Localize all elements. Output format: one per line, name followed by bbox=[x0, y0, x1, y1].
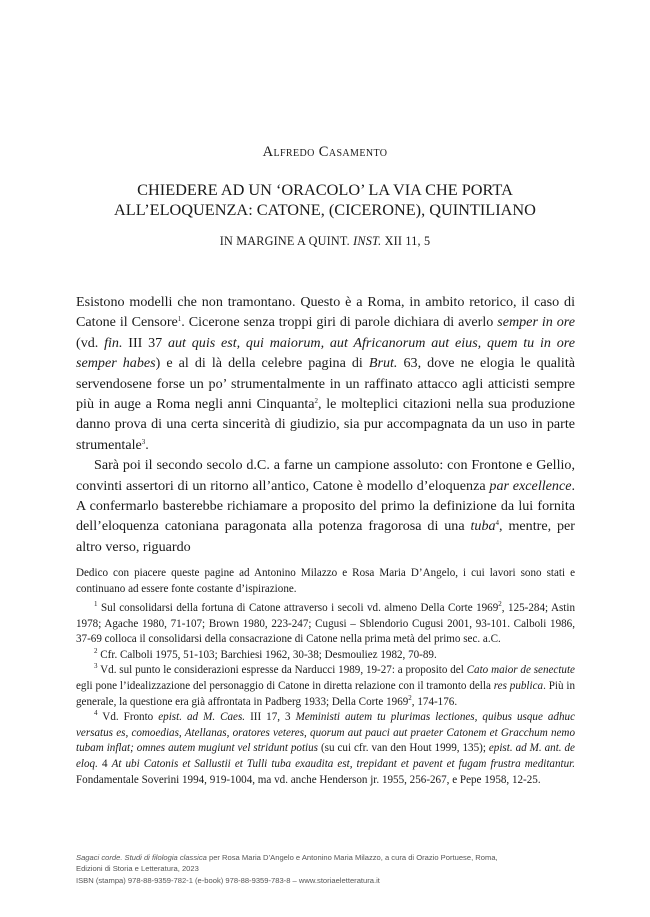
latin-quote: aut quis est, qui maiorum, aut Africanorum aut eius, quem tu in ore semper habes bbox=[76, 334, 575, 372]
citation-work: Brut. bbox=[368, 355, 398, 372]
latin-quote: semper in ore bbox=[497, 314, 576, 331]
text-run: egli pone l’idealizzazione del personaggio di Catone in diretta relazione con il tramonto della bbox=[76, 679, 494, 692]
footnote-ref-3: 3 bbox=[141, 437, 146, 446]
subtitle-suffix: XII 11, 5 bbox=[381, 234, 431, 248]
article-title bbox=[40, 180, 610, 220]
text-run: . Più in generale, la questione era già affrontata in Padberg 1933; Della Corte 1969 bbox=[76, 679, 575, 708]
text-run: , 174-176. bbox=[411, 695, 458, 708]
footnote-2 bbox=[76, 648, 575, 664]
edition-superscript: 2 bbox=[498, 600, 502, 608]
text-run: Fondamentale Soverini 1994, 919-1004, ma vd. anche Henderson jr. 1955, 256-267, e Pepe 1958, 12-25. bbox=[76, 773, 541, 786]
footnote-number: 3 bbox=[94, 662, 98, 671]
text-run: Sul consolidarsi della fortuna di Catone attraverso i secoli vd. almeno Della Corte 1969 bbox=[97, 602, 499, 614]
text-run: Sarà poi il secondo secolo d.C. a farne un campione assoluto: con Frontone e Gellio, convinti assertori di un ritorno all’antico, Catone è modello d’eloquenza bbox=[76, 457, 575, 494]
subtitle-work: INST. bbox=[353, 234, 382, 248]
citation-work: epist. ad M. Caes. bbox=[158, 711, 246, 724]
paragraph-2 bbox=[76, 455, 575, 557]
footnote-number: 4 bbox=[94, 709, 98, 718]
latin-word: res publica bbox=[493, 679, 544, 692]
emphasis: par excellence bbox=[489, 477, 572, 494]
text-run: . A confermarlo basterebbe richiamare a proposito del primo la definizione da lui fornita dell’eloquenza catoniana paragonata alla potenza fragorosa di una bbox=[76, 477, 575, 535]
author-name: Alfredo Casamento bbox=[262, 144, 388, 160]
text-run: 63, dove ne elogia le qualità servendosene forse un po’ strumentalmente in un raffinato attacco agli atticisti sempre più in auge a Roma negli anni Cinquanta bbox=[76, 355, 575, 413]
subtitle-prefix: IN MARGINE A QUINT. bbox=[219, 234, 354, 248]
footnote-ref-2: 2 bbox=[314, 397, 319, 406]
footnote-4 bbox=[76, 710, 575, 788]
text-run: III 17, 3 bbox=[245, 711, 296, 724]
text-run: Vd. sul punto le considerazioni espresse da Narducci 1989, 19-27: a proposito del bbox=[97, 664, 467, 677]
text-run: (su cui cfr. van den Hout 1999, 135); bbox=[318, 742, 489, 755]
imprint-footer bbox=[76, 852, 575, 886]
citation-work: fin. bbox=[104, 334, 123, 351]
text-run: , le molteplici citazioni nella sua produzione danno prova di una certa sincerità di giudizio, sia pur accompagnata da un uso in parte strumentale bbox=[76, 396, 575, 453]
article-subtitle bbox=[0, 234, 650, 249]
body-text bbox=[76, 292, 575, 557]
title-line-2: ALL’ELOQUENZA: CATONE, (CICERONE), QUINTILIANO bbox=[114, 200, 536, 219]
footnotes bbox=[76, 601, 575, 788]
imprint-isbn: ISBN (stampa) 978-88-9359-782-1 (e-book) 978-88-9359-783-8 – www.storiaeletteratura.it bbox=[76, 875, 380, 885]
paragraph-1 bbox=[76, 292, 575, 455]
footnote-3 bbox=[76, 663, 575, 710]
text-run: Vd. Fronto bbox=[97, 711, 159, 724]
footnote-ref-1: 1 bbox=[177, 315, 182, 324]
text-run: III 37 bbox=[122, 334, 168, 351]
book-title: Sagaci corde. Studi di filologia classica bbox=[76, 853, 207, 862]
imprint-line-1 bbox=[76, 852, 575, 863]
text-run: Esistono modelli che non tramontano. Questo è a Roma, in ambito retorico, il caso di Catone il Censore bbox=[76, 294, 575, 331]
text-run: , mentre, per altro verso, riguardo bbox=[76, 518, 575, 555]
latin-quote: At ubi Catonis et Sallustii et Tulli tuba exaudita est, trepidant et pavent et fugam frustra meditantur. bbox=[111, 757, 575, 770]
text-run: 4 bbox=[97, 757, 112, 770]
imprint-line-2: Edizioni di Storia e Letteratura, 2023 bbox=[76, 864, 199, 874]
text-run: Cfr. Calboli 1975, 51-103; Barchiesi 1962, 30-38; Desmouliez 1982, 70-89. bbox=[97, 648, 437, 661]
footnote-number: 1 bbox=[94, 600, 98, 608]
text-run: . bbox=[145, 436, 149, 453]
text-run: , 125-284; Astin 1978; Agache 1980, 71-107; Brown 1980, 223-247; Cugusi – Sblendorio Cugusi 2001, 93-101. Calboli 1986, 37-69 colloca il consolidarsi della consacrazione di Catone nella prima metà del primo sec. a.C. bbox=[76, 602, 575, 646]
footnote-1 bbox=[76, 601, 575, 648]
footnote-ref-4: 4 bbox=[495, 519, 500, 528]
latin-word: tuba bbox=[470, 518, 496, 535]
citation-work: Cato maior de senectute bbox=[466, 664, 575, 677]
text-run: (vd. bbox=[76, 334, 105, 351]
title-line-1: CHIEDERE AD UN ‘ORACOLO’ LA VIA CHE PORTA bbox=[137, 180, 513, 199]
dedication-note: Dedico con piacere queste pagine ad Antonino Milazzo e Rosa Maria D’Angelo, i cui lavori sono stati e continuano ad essere fonte costante d’ispirazione. bbox=[76, 567, 575, 595]
edition-superscript: 2 bbox=[408, 693, 412, 702]
text-run: ) e al di là della celebre pagina di bbox=[155, 355, 369, 372]
imprint-text: per Rosa Maria D’Angelo e Antonino Maria Milazzo, a cura di Orazio Portuese, Roma, bbox=[206, 853, 498, 862]
citation-work: epist. ad M. ant. de eloq. bbox=[76, 742, 575, 770]
text-run: . Cicerone senza troppi giri di parole dichiara di averlo bbox=[181, 314, 498, 331]
latin-quote: Meministi autem tu plurimas lectiones, quibus usque adhuc versatus es, comoedias, Atellanas, oratores veteres, quorum aut pauci aut praeter Catonem et Gracchum nemo tubam inflat; omnes autem mugiunt vel stridunt potius bbox=[76, 711, 576, 755]
footnote-number: 2 bbox=[94, 646, 98, 655]
